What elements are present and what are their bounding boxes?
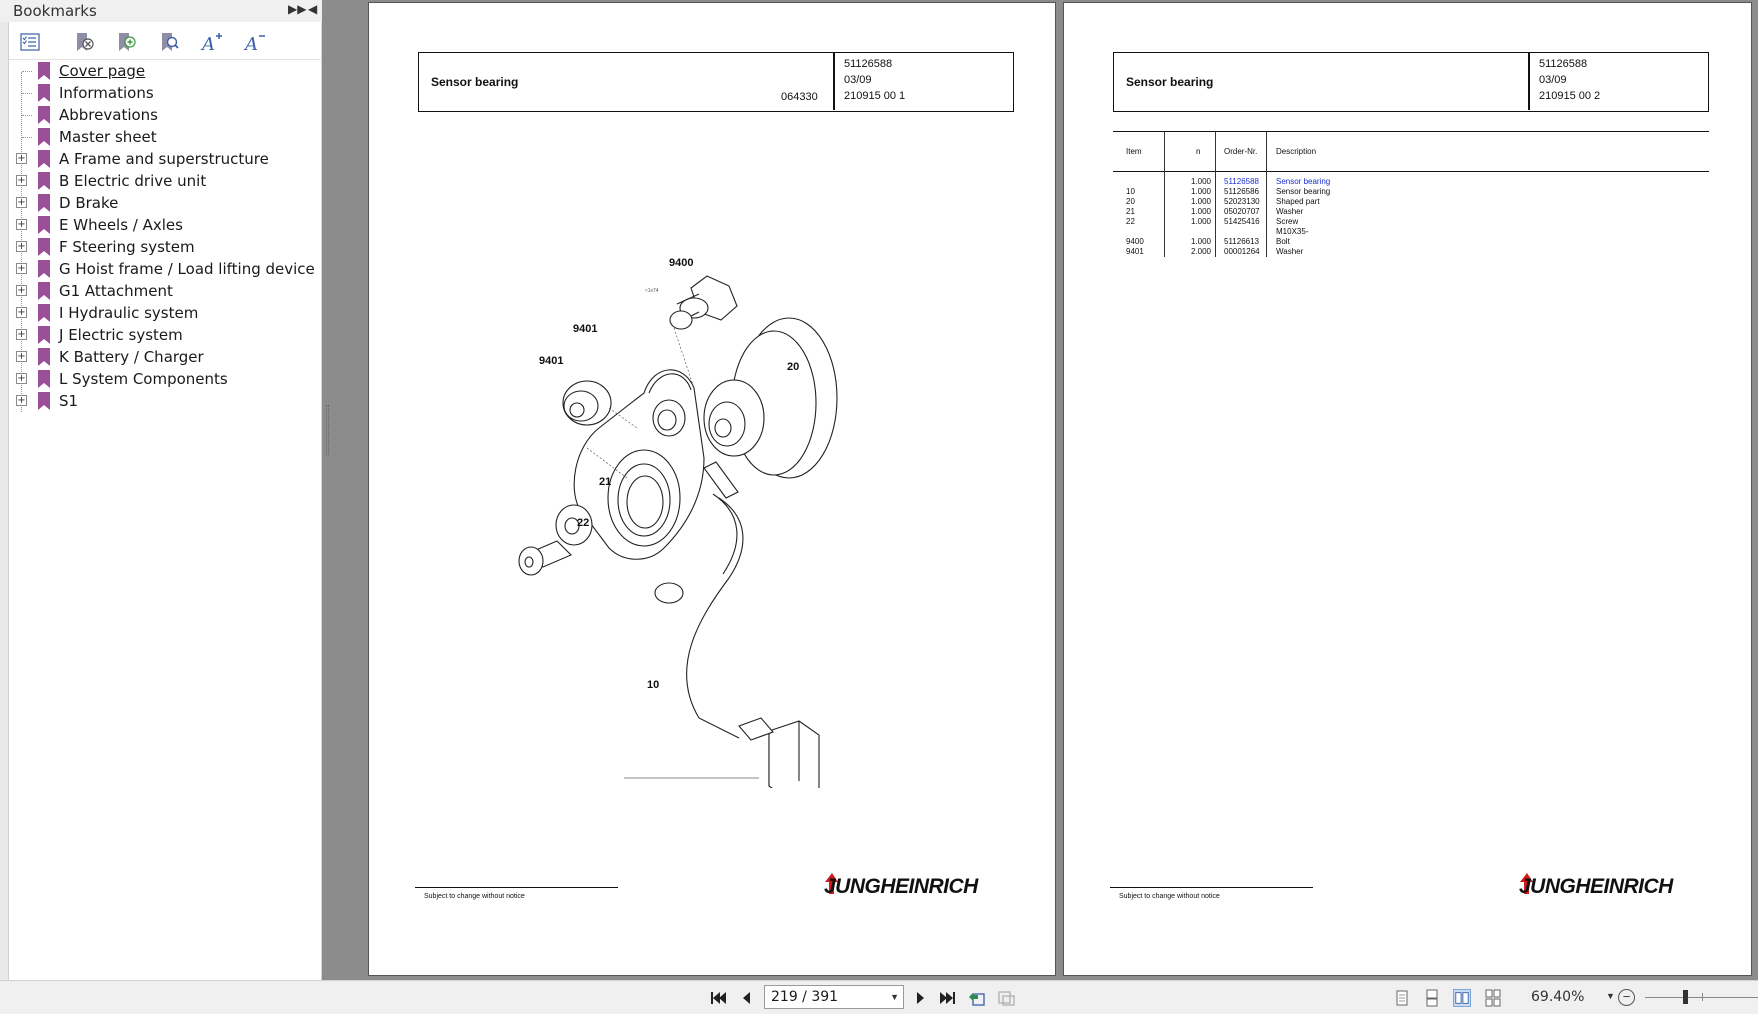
page-title: Sensor bearing xyxy=(1126,75,1214,89)
bookmark-icon xyxy=(37,127,51,147)
sheet-ref: 210915 00 1 xyxy=(844,90,906,102)
bookmark-item[interactable] xyxy=(9,390,322,412)
col-header-order: Order-Nr. xyxy=(1224,147,1258,156)
table-cell-order: 51126586 xyxy=(1224,187,1259,196)
pdf-page-left xyxy=(368,2,1056,976)
expand-toggle-icon[interactable]: + xyxy=(17,285,26,296)
table-row xyxy=(1113,187,1709,197)
bookmark-icon xyxy=(37,237,51,257)
expand-toggle-icon[interactable]: + xyxy=(17,395,26,406)
bookmark-icon xyxy=(37,105,51,125)
table-cell-n: 1.000 xyxy=(1190,197,1211,206)
bookmark-label: B Electric drive unit xyxy=(59,172,207,190)
dimension-label: ≈1x74 xyxy=(645,288,659,294)
bookmark-icon xyxy=(37,325,51,345)
page-title: Sensor bearing xyxy=(431,75,519,89)
bookmark-label: E Wheels / Axles xyxy=(59,216,183,234)
options-list-icon[interactable] xyxy=(18,30,42,54)
tree-guide-line xyxy=(22,115,32,116)
brand-logo: JUNGHEINRICH xyxy=(824,875,978,898)
pdf-page-right xyxy=(1063,2,1752,976)
bookmark-item[interactable] xyxy=(9,324,322,346)
callout-10: 10 xyxy=(647,679,660,691)
title-block-divider xyxy=(1528,53,1530,110)
zoom-dropdown-icon[interactable]: ▼ xyxy=(1606,991,1615,1001)
bookmark-icon xyxy=(37,259,51,279)
table-row xyxy=(1113,247,1709,257)
bookmark-item[interactable] xyxy=(9,82,322,104)
next-page-icon[interactable] xyxy=(910,989,930,1007)
page-dropdown-icon[interactable]: ▼ xyxy=(890,992,899,1002)
bookmarks-toolbar xyxy=(9,22,322,60)
table-cell-n: 1.000 xyxy=(1190,217,1211,226)
bookmark-item[interactable] xyxy=(9,302,322,324)
previous-page-icon[interactable] xyxy=(737,989,757,1007)
table-cell-n: 1.000 xyxy=(1190,207,1211,216)
title-block-divider xyxy=(833,53,835,110)
table-cell-order: 52023130 xyxy=(1224,197,1260,206)
expand-toggle-icon[interactable]: + xyxy=(17,219,26,230)
bookmark-icon xyxy=(37,171,51,191)
bookmark-icon xyxy=(37,369,51,389)
continuous-facing-view-icon[interactable] xyxy=(1484,989,1502,1007)
panel-splitter[interactable] xyxy=(326,405,329,455)
date-code: 03/09 xyxy=(1539,74,1567,86)
bookmark-label: G Hoist frame / Load lifting device xyxy=(59,260,315,278)
table-cell-n: 1.000 xyxy=(1190,237,1211,246)
table-row xyxy=(1113,197,1709,207)
page-number-field[interactable] xyxy=(764,985,904,1009)
delete-bookmark-icon[interactable] xyxy=(72,30,96,54)
add-bookmark-icon[interactable] xyxy=(114,30,138,54)
brand-logo: JUNGHEINRICH xyxy=(1519,875,1673,898)
drawing-code: 064330 xyxy=(781,91,818,103)
table-row[interactable] xyxy=(1113,177,1709,187)
table-row xyxy=(1113,227,1709,237)
table-row xyxy=(1113,237,1709,247)
title-block xyxy=(418,52,1014,112)
footer-rule xyxy=(1110,887,1313,888)
bookmark-icon xyxy=(37,83,51,103)
bookmark-item[interactable] xyxy=(9,346,322,368)
table-row xyxy=(1113,217,1709,227)
callout-20: 20 xyxy=(787,361,800,373)
first-page-icon[interactable] xyxy=(708,989,728,1007)
part-number: 51126588 xyxy=(1539,58,1588,70)
col-header-n: n xyxy=(1196,147,1201,156)
date-code: 03/09 xyxy=(844,74,872,86)
table-cell-item: 21 xyxy=(1126,207,1135,216)
bookmark-icon xyxy=(37,303,51,323)
callout-21: 21 xyxy=(599,476,612,488)
bookmark-item[interactable] xyxy=(9,170,322,192)
table-cell-item: 9401 xyxy=(1126,247,1144,256)
table-cell-desc: Washer xyxy=(1276,207,1304,216)
bookmark-item[interactable] xyxy=(9,148,322,170)
expand-toggle-icon[interactable]: + xyxy=(17,241,26,252)
bookmark-icon xyxy=(37,149,51,169)
bookmark-item[interactable] xyxy=(9,236,322,258)
expand-toggle-icon[interactable]: + xyxy=(17,307,26,318)
bookmark-label: G1 Attachment xyxy=(59,282,173,300)
tree-guide-line xyxy=(22,93,32,94)
callout-22: 22 xyxy=(577,517,590,529)
bookmark-icon xyxy=(37,391,51,411)
find-bookmark-icon[interactable] xyxy=(157,30,181,54)
expand-toggle-icon[interactable]: + xyxy=(17,373,26,384)
bookmark-label: A Frame and superstructure xyxy=(59,150,269,168)
table-cell-desc: Sensor bearing xyxy=(1276,187,1331,196)
table-cell-n: 1.000 xyxy=(1190,187,1211,196)
callout-9401-b: 9401 xyxy=(539,355,564,367)
bookmarks-header xyxy=(0,0,322,22)
table-cell-desc: Bolt xyxy=(1276,237,1290,246)
col-header-description: Description xyxy=(1276,147,1317,156)
part-number: 51126588 xyxy=(844,58,893,70)
navigation-strip xyxy=(0,22,9,980)
footer-note: Subject to change without notice xyxy=(424,893,525,900)
single-page-view-icon[interactable] xyxy=(1393,989,1411,1007)
svg-text:A: A xyxy=(245,34,258,54)
bookmarks-panel xyxy=(9,22,322,980)
bookmark-label: J Electric system xyxy=(59,326,183,344)
bookmark-icon xyxy=(37,215,51,235)
table-row xyxy=(1113,207,1709,217)
bookmark-item[interactable] xyxy=(9,214,322,236)
col-header-item: Item xyxy=(1126,147,1142,156)
table-cell-n: 1.000 xyxy=(1190,177,1211,186)
table-cell-order: 51126588 xyxy=(1224,177,1259,186)
continuous-view-icon[interactable] xyxy=(1423,989,1441,1007)
callout-9401-a: 9401 xyxy=(573,323,598,335)
table-cell-n: 2.000 xyxy=(1190,247,1211,256)
bookmarks-title: Bookmarks xyxy=(13,2,97,20)
table-cell-item: 22 xyxy=(1126,217,1135,226)
bookmark-item[interactable] xyxy=(9,126,322,148)
zoom-slider-handle[interactable] xyxy=(1683,990,1688,1004)
bookmark-label: Abbrevations xyxy=(59,106,158,124)
bookmark-icon xyxy=(37,281,51,301)
bookmark-icon xyxy=(37,347,51,367)
zoom-out-button[interactable]: − xyxy=(1618,989,1635,1006)
bookmark-label: S1 xyxy=(59,392,79,410)
table-cell-order: 51425416 xyxy=(1224,217,1260,226)
bookmark-label: F Steering system xyxy=(59,238,195,256)
bookmark-item[interactable] xyxy=(9,104,322,126)
expand-toggle-icon[interactable]: + xyxy=(17,329,26,340)
next-view-icon[interactable] xyxy=(996,989,1016,1007)
expand-toggle-icon[interactable]: + xyxy=(17,263,26,274)
bookmark-label: Cover page xyxy=(59,62,146,80)
footer-rule xyxy=(415,887,618,888)
increase-text-size-icon[interactable] xyxy=(199,30,223,54)
svg-text:A: A xyxy=(202,34,215,54)
bookmark-label: Informations xyxy=(59,84,154,102)
table-cell-item: 10 xyxy=(1126,187,1135,196)
table-cell-desc: Sensor bearing xyxy=(1276,177,1331,186)
table-header-rule xyxy=(1113,171,1709,172)
sheet-ref: 210915 00 2 xyxy=(1539,90,1601,102)
expand-panel-icon[interactable]: ▶▶ xyxy=(288,2,307,16)
bookmark-label: Master sheet xyxy=(59,128,157,146)
tree-guide-line xyxy=(22,137,32,138)
bookmark-label: L System Components xyxy=(59,370,228,388)
bookmark-icon xyxy=(37,61,51,81)
bookmark-item[interactable] xyxy=(9,192,322,214)
bottom-toolbar xyxy=(0,980,1758,1014)
expand-toggle-icon[interactable]: + xyxy=(17,351,26,362)
last-page-icon[interactable] xyxy=(938,989,958,1007)
expand-toggle-icon[interactable]: + xyxy=(17,197,26,208)
table-cell-desc: M10X35- xyxy=(1276,227,1309,236)
table-cell-order: 51126613 xyxy=(1224,237,1259,246)
decrease-text-size-icon[interactable] xyxy=(242,30,266,54)
table-cell-order: 00001264 xyxy=(1224,247,1260,256)
expand-toggle-icon[interactable]: + xyxy=(17,175,26,186)
table-cell-desc: Screw xyxy=(1276,217,1299,226)
table-cell-order: 05020707 xyxy=(1224,207,1260,216)
page-indicator: 219 / 391 xyxy=(771,989,839,1005)
exploded-parts-drawing xyxy=(469,228,869,788)
bookmark-icon xyxy=(37,193,51,213)
bookmark-label: K Battery / Charger xyxy=(59,348,204,366)
table-cell-desc: Washer xyxy=(1276,247,1304,256)
table-cell-item: 20 xyxy=(1126,197,1135,206)
previous-view-icon[interactable] xyxy=(967,989,987,1007)
zoom-level[interactable]: 69.40% xyxy=(1531,989,1585,1005)
table-top-rule xyxy=(1113,131,1709,132)
bookmark-item[interactable] xyxy=(9,60,322,82)
callout-9400: 9400 xyxy=(669,257,694,269)
table-cell-desc: Shaped part xyxy=(1276,197,1320,206)
footer-note: Subject to change without notice xyxy=(1119,893,1220,900)
facing-view-icon[interactable] xyxy=(1453,989,1471,1007)
bookmark-item[interactable] xyxy=(9,258,322,280)
bookmark-label: D Brake xyxy=(59,194,119,212)
expand-toggle-icon[interactable]: + xyxy=(17,153,26,164)
bookmark-label: I Hydraulic system xyxy=(59,304,199,322)
table-cell-item: 9400 xyxy=(1126,237,1144,246)
collapse-panel-icon[interactable]: ◀ xyxy=(308,2,318,16)
tree-guide-line xyxy=(22,71,32,72)
zoom-slider-tick xyxy=(1702,993,1703,1001)
title-block xyxy=(1113,52,1709,112)
bookmark-item[interactable] xyxy=(9,280,322,302)
bookmark-item[interactable] xyxy=(9,368,322,390)
